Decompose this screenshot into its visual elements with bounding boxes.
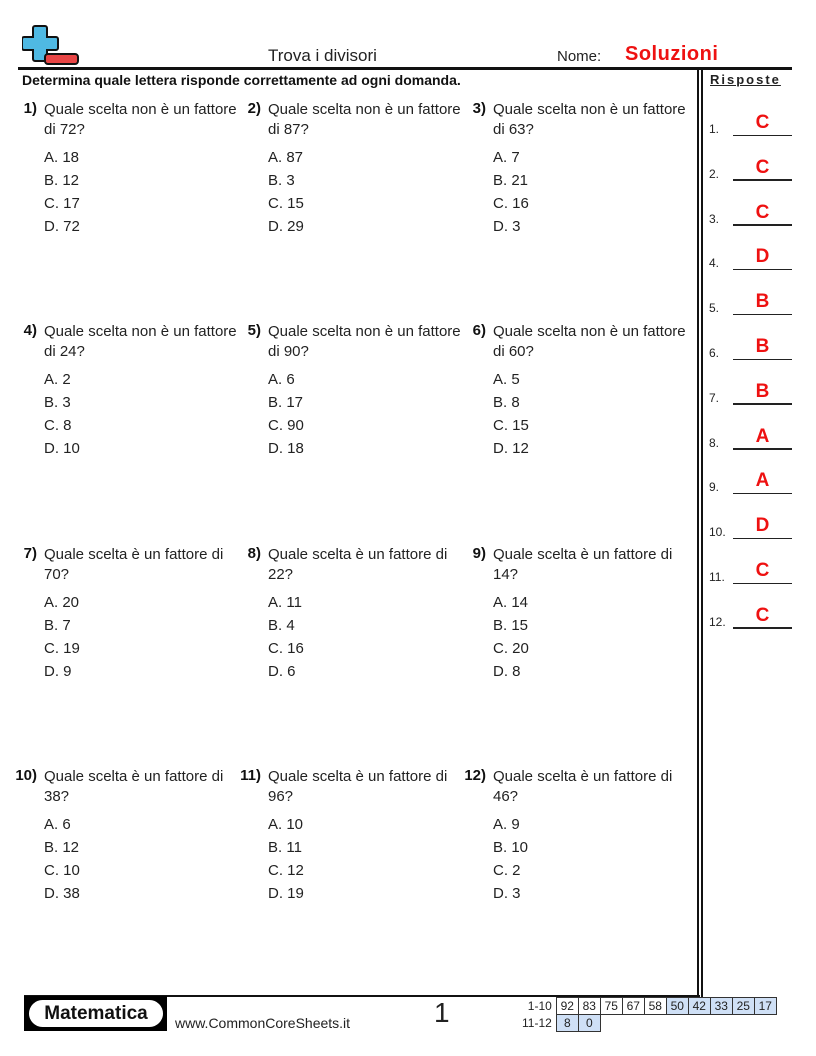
question-10 [7,767,232,902]
answer-letter: C [755,201,770,223]
option-d: D. 3 [493,885,521,902]
answer-letter: C [755,560,770,581]
answer-number: 7. [709,390,720,405]
score-range-label: 1-10 [527,999,552,1013]
question-5 [231,322,461,457]
website-link[interactable]: www.CommonCoreSheets.it [175,1015,351,1031]
answer-number: 6. [709,346,720,360]
answer-blank-line [733,359,792,361]
option-b: B. 8 [493,394,520,411]
option-c: C. 17 [44,195,80,212]
question-number: 1) [23,100,37,117]
answer-row-1 [709,112,793,136]
brand-badge [24,996,167,1031]
option-b: B. 3 [268,172,295,189]
option-b: B. 7 [44,617,71,634]
question-9 [456,545,681,680]
answer-number: 8. [709,435,720,450]
option-c: C. 15 [268,195,304,212]
score-cell: 0 [578,1015,600,1032]
question-text: Quale scelta è un fattore di 14? [493,546,673,583]
option-a: A. 20 [44,594,80,611]
score-range-label: 11-12 [522,1016,552,1030]
option-b: B. 10 [493,839,529,856]
option-b: B. 17 [268,394,304,411]
question-text: Quale scelta non è un fattore di 90? [268,323,461,360]
option-list [268,146,304,238]
answer-blank-line [733,403,792,405]
answer-blank-line [733,179,792,181]
question-12 [456,767,681,902]
question-11 [231,767,456,902]
score-cell: 25 [732,998,754,1015]
score-cell: 83 [578,998,600,1015]
answer-row-8 [709,426,793,450]
option-list [493,813,528,905]
answer-row-9 [709,470,793,494]
question-text: Quale scelta non è un fattore di 24? [44,323,237,360]
question-number: 5) [247,322,261,339]
option-d: D. 6 [268,663,296,680]
question-text: Quale scelta non è un fattore di 60? [493,323,686,360]
option-c: C. 8 [44,417,72,434]
question-text: Quale scelta non è un fattore di 87? [268,101,461,138]
answer-number: 12. [709,614,726,629]
question-number: 2) [247,100,261,117]
score-row [522,998,776,1015]
option-d: D. 29 [268,218,304,235]
option-c: C. 2 [493,862,521,879]
answer-blank-line [733,538,792,540]
answer-blank-line [733,135,792,137]
option-list [44,591,80,683]
worksheet-title: Trova i divisori [268,46,377,65]
score-cell: 58 [644,998,666,1015]
option-d: D. 3 [493,218,521,235]
question-text: Quale scelta è un fattore di 38? [44,768,224,805]
answer-row-10 [709,515,793,539]
answer-row-12 [709,605,793,629]
question-text: Quale scelta è un fattore di 96? [268,768,448,805]
option-list [268,368,304,460]
answer-letter: A [755,425,770,447]
option-b: B. 12 [44,172,80,189]
question-text: Quale scelta è un fattore di 46? [493,768,673,805]
answer-row-3 [709,202,793,226]
answers-title: Risposte [710,72,781,87]
answer-number: 3. [709,211,720,226]
answer-blank-line [733,627,792,629]
option-d: D. 8 [493,663,521,680]
option-b: B. 21 [493,172,529,189]
score-cell: 50 [666,998,688,1015]
score-cell: 17 [754,998,776,1015]
question-3 [456,100,686,235]
answer-blank-line [733,314,792,316]
option-a: A. 2 [44,371,71,388]
option-a: A. 87 [268,149,304,166]
option-list [44,813,80,905]
question-text: Quale scelta non è un fattore di 63? [493,101,686,138]
option-c: C. 16 [493,195,529,212]
score-cell: 8 [556,1015,578,1032]
brand-label: Matematica [29,1000,163,1027]
answer-letter: B [755,336,770,357]
score-table [522,997,777,1032]
score-cell: 92 [556,998,578,1015]
answer-row-5 [709,291,793,315]
answer-number: 10. [709,525,726,540]
option-a: A. 6 [268,371,295,388]
option-list [44,368,80,460]
plus-minus-logo-icon [22,24,80,66]
option-a: A. 14 [493,594,529,611]
name-value: Soluzioni [625,43,719,65]
question-number: 7) [23,545,37,562]
answer-number: 9. [709,480,720,495]
option-a: A. 6 [44,816,71,833]
question-2 [231,100,461,235]
option-c: C. 19 [44,640,80,657]
option-c: C. 20 [493,640,529,657]
question-number: 10) [15,767,37,784]
question-4 [7,322,237,457]
question-number: 9) [472,545,486,562]
question-number: 11) [240,767,261,784]
question-number: 8) [247,545,261,562]
answer-number: 5. [709,301,720,316]
answer-blank-line [733,224,792,226]
option-d: D. 72 [44,218,80,235]
option-list [268,591,304,683]
option-list [44,146,80,238]
option-b: B. 4 [268,617,295,634]
option-d: D. 12 [493,440,529,457]
score-cell: 67 [622,998,644,1015]
option-d: D. 38 [44,885,80,902]
score-row [522,1015,776,1032]
instructions: Determina quale lettera risponde correttamente ad ogni domanda. [22,72,461,88]
option-c: C. 16 [268,640,304,657]
answer-number: 4. [709,256,720,271]
question-number: 4) [23,322,37,339]
question-8 [231,545,456,680]
question-number: 12) [464,767,486,784]
option-list [493,146,529,238]
question-text: Quale scelta non è un fattore di 72? [44,101,237,138]
answer-letter: D [755,246,770,268]
header-rule [18,67,792,70]
option-d: D. 18 [268,440,304,457]
question-7 [7,545,232,680]
answer-row-6 [709,336,793,360]
option-list [268,813,304,905]
question-text: Quale scelta è un fattore di 70? [44,546,224,583]
option-b: B. 3 [44,394,71,411]
answer-number: 11. [709,570,725,584]
answer-blank-line [733,583,792,585]
answer-letter: B [755,291,770,313]
option-c: C. 10 [44,862,80,879]
answer-letter: C [755,112,770,133]
option-a: A. 18 [44,149,80,166]
answer-row-7 [709,381,793,405]
answer-blank-line [733,269,792,271]
option-a: A. 9 [493,816,520,833]
option-c: C. 90 [268,417,304,434]
option-d: D. 19 [268,885,304,902]
option-d: D. 10 [44,440,80,457]
answer-blank-line [733,448,792,450]
option-b: B. 12 [44,839,80,856]
question-text: Quale scelta è un fattore di 22? [268,546,448,583]
answer-letter: C [755,604,770,626]
answer-letter: B [755,380,770,402]
answer-number: 1. [709,122,720,136]
answer-blank-line [733,493,792,495]
option-a: A. 11 [268,594,302,611]
answer-row-2 [709,157,793,181]
question-6 [456,322,686,457]
option-c: C. 12 [268,862,304,879]
answer-number: 2. [709,166,720,181]
answer-letter: D [755,515,770,537]
option-a: A. 7 [493,149,520,166]
score-cell: 33 [710,998,732,1015]
score-cell: 75 [600,998,622,1015]
option-b: B. 15 [493,617,529,634]
option-c: C. 15 [493,417,529,434]
answer-letter: C [755,156,770,178]
score-cell: 42 [688,998,710,1015]
answer-letter: A [755,470,770,492]
question-number: 6) [472,322,486,339]
option-a: A. 10 [268,816,304,833]
name-label: Nome: [557,48,602,65]
option-b: B. 11 [268,839,302,856]
option-list [493,591,529,683]
option-list [493,368,529,460]
question-number: 3) [472,100,486,117]
answer-column-divider [697,69,703,998]
answer-row-4 [709,246,793,270]
page-number: 1 [434,997,450,1028]
answer-row-11 [709,560,793,584]
option-a: A. 5 [493,371,520,388]
question-1 [7,100,237,235]
option-d: D. 9 [44,663,72,680]
